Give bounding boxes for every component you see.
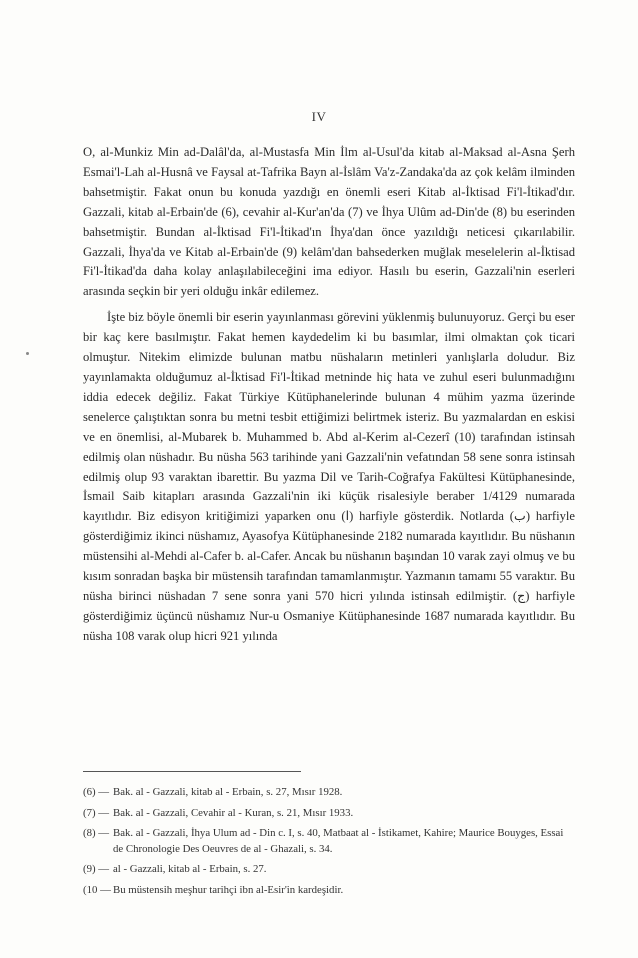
footnotes xyxy=(83,785,575,903)
footnote-text: Bu müstensih meşhur tarihçi ibn al-Esir'in kardeşidir. xyxy=(113,883,344,896)
footnote-number: (10 — xyxy=(83,883,111,896)
footnote-number: (7) — xyxy=(83,806,110,819)
footnote-number: (6) — xyxy=(83,786,110,798)
scan-speck xyxy=(26,352,29,355)
footnote-number: (9) — xyxy=(83,863,110,875)
footnote-text: Bak. al - Gazzali, İhya Ulum ad - Din c. I, s. 40, Matbaat al - İstikamet, Kahire; Maurice Bouyges, Essai de Chronologie Des Oeuvres de al - Ghazali, s. 34. xyxy=(113,827,564,855)
paragraph-2: İşte biz böyle önemli bir eserin yayınlanması görevini yüklenmiş bulunuyoruz. Gerçi bu eser bir kaç kere basılmıştır. Fakat hemen kaydedelim ki bu basımlar, ilmi olmaktan çok ticari olmuştur. Nitekim elimizde bulunan matbu nüshaların metinleri yanlışlarla doludur. Biz yayınlamakta olduğumuz al-İktisad Fi'l-İtikad metninde hiç hata ve zuhul eseri bulunmadığını iddia edecek değiliz. Fakat Türkiye Kütüphanelerinde bulunan 4 mühim yazma üzerinde senelerce çalıştıktan sonra bu metni tesbit ettiğimizi belirtmek isteriz. Bu yazmalardan en eskisi ve en önemlisi, al-Mubarek b. Muhammed b. Abd al-Kerim al-Cezerî (10) tarafından istinsah edilmiş olan nüshadır. Bu nüsha 563 tarihinde yani Gazzali'nin vefatından 58 sene sonra istinsah edilmiş olup 93 varaktan ibarettir. Bu yazma Dil ve Tarih-Coğrafya Fakültesi Kütüphanesinde, İsmail Saib kitapları arasında Gazzali'nin iki küçük risalesiyle beraber 1/4129 numarada kayıtlıdır. Biz edisyon kritiğimizi yaparken onu (ا) harfiyle gösterdik. Notlarda (ب) harfiyle gösterdiğimiz ikinci nüshamız, Ayasofya Kütüphanesinde 2182 numarada kayıtlıdır. Bu nüshanın müstensihi al-Mehdi al-Cafer b. al-Cafer. Ancak bu nüshanın başından 10 varak zayi olmuş ve bu kısım sonradan başka bir müstensih tarafından tamamlanmıştır. Yazmanın tamamı 55 varaktır. Bu nüsha birinci nüshadan 7 sene sonra yani 570 hicri yılında istinsah edilmiştir. (ج) harfiyle gösterdiğimiz üçüncü nüshamız Nur-u Osmaniye Kütüphanesinde 1687 numarada kayıtlıdır. Bu nüsha 108 varak olup hicri 921 yılında xyxy=(83,310,575,643)
main-text xyxy=(83,143,575,647)
footnote-8 xyxy=(83,826,575,857)
footnote-text: al - Gazzali, kitab al - Erbain, s. 27. xyxy=(113,863,267,875)
footnote-7 xyxy=(83,806,575,822)
footnote-6 xyxy=(83,785,575,801)
paragraph-1: O, al-Munkiz Min ad-Dalâl'da, al-Mustasfa Min İlm al-Usul'da kitab al-Maksad al-Asna Şerh Esmai'l-Lah al-Husnâ ve Faysal at-Tafrika Bayn al-İslâm Va'z-Zandaka'da az çok kelâm ilminden bahsetmiştir. Fakat onun bu konuda yazdığı en önemli eseri Kitab al-İktisad Fi'l-İtikad'dır. Gazzali, kitab al-Erbain'de (6), cevahir al-Kur'an'da (7) ve İhya Ulûm ad-Din'de (8) bu eserinden bahsetmiştir. Bundan al-İktisad Fi'l-İtikad'ın İhya'dan önce yazıldığı neticesi çıkarılabilir. Gazzali, İhya'da ve Kitab al-Erbain'de (9) kelâm'dan bahsederken muğlak meselelerin al-İktisad Fi'l-İtikad'da daha kolay anlaşılabileceğini ima ediyor. Hasılı bu eserin, Gazzali'nin eserleri arasında seçkin bir yeri olduğu inkâr edilemez. xyxy=(83,145,575,299)
footnote-10 xyxy=(83,883,575,899)
page-number: IV xyxy=(311,109,327,124)
footnote-number: (8) — xyxy=(83,827,110,839)
footnote-9 xyxy=(83,862,575,878)
footnote-text: Bak. al - Gazzali, kitab al - Erbain, s. 27, Mısır 1928. xyxy=(113,786,343,798)
footnote-separator xyxy=(83,771,301,772)
footnote-text: Bak. al - Gazzali, Cevahir al - Kuran, s. 21, Mısır 1933. xyxy=(113,806,354,819)
